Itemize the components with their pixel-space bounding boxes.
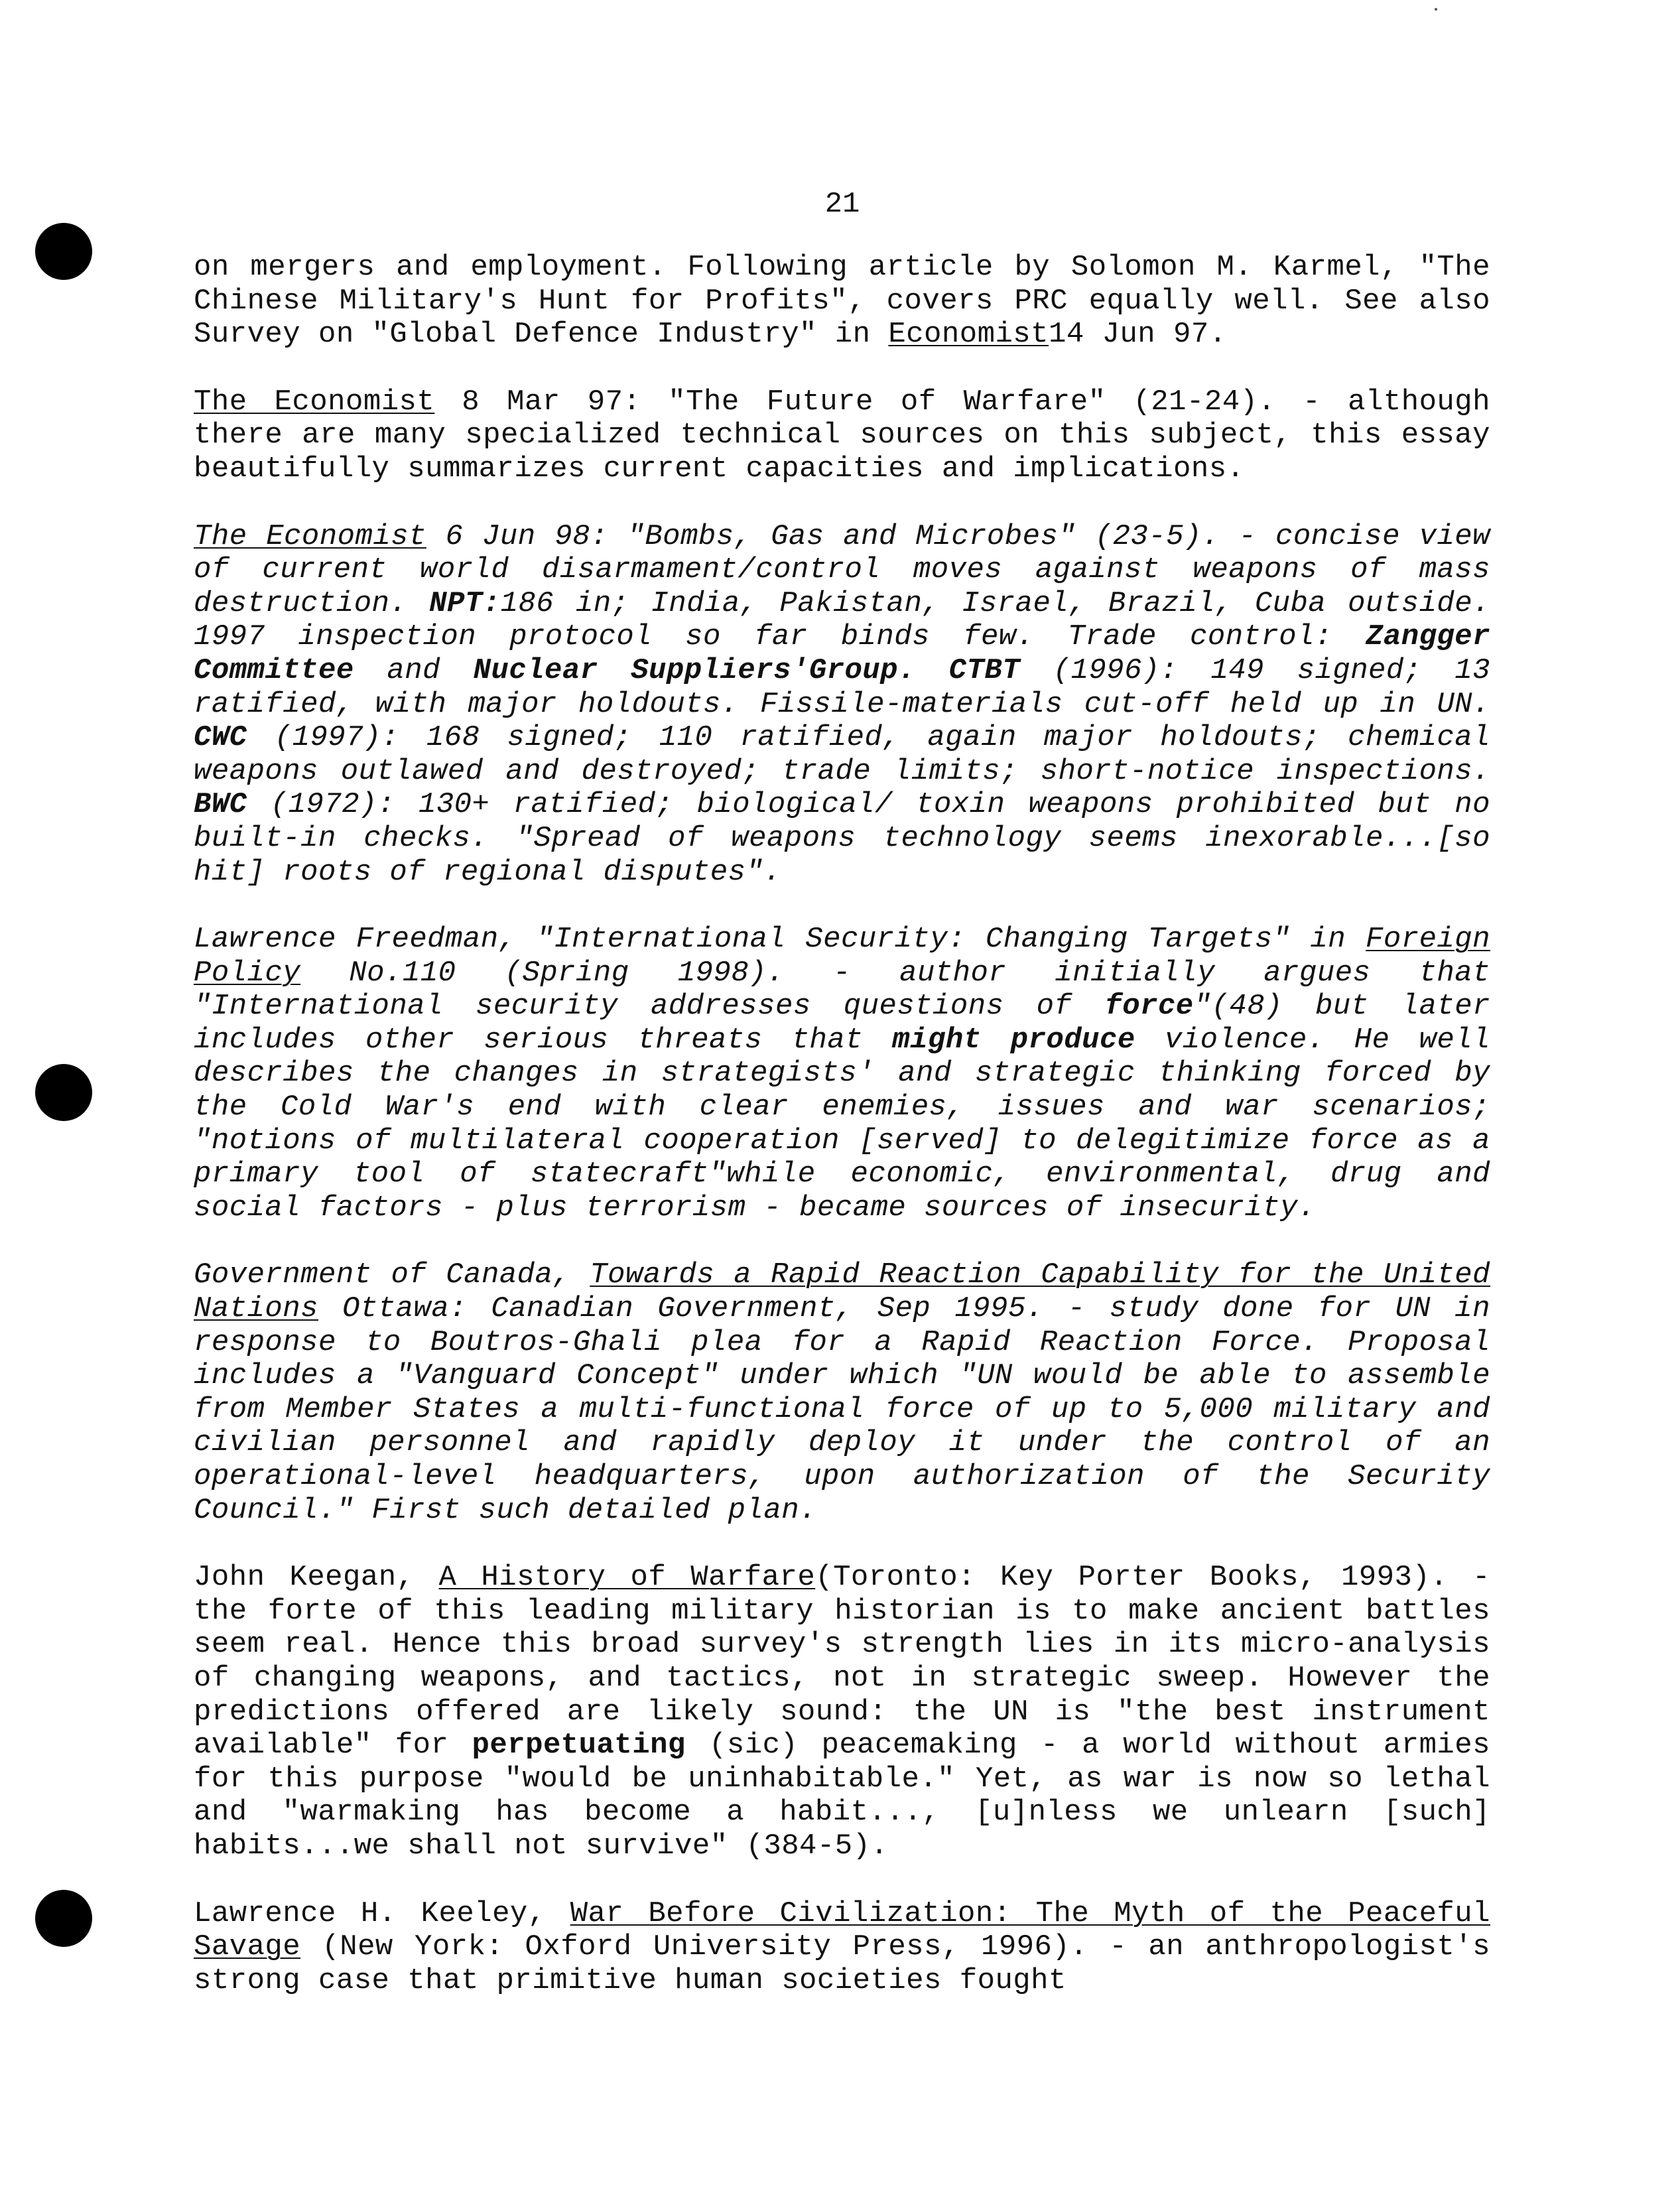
cited-title: Foreign Policy [194, 923, 1490, 990]
entry-text [916, 654, 949, 687]
entry-text: No.110 (Spring 1998). - author initially argues that "International security addresses questions of [194, 956, 1490, 1024]
entry-text: John Keegan, [194, 1561, 439, 1595]
entry-text: "(48) but later includes other serious threats that [194, 990, 1490, 1057]
cited-title: The Economist [194, 385, 435, 419]
entry-text: (1996): 149 signed; 13 ratified, with major holdouts. Fissile-materials cut-off held up in UN. [194, 653, 1490, 721]
emphasized-text: BWC [194, 788, 247, 822]
punch-hole-top [35, 223, 92, 280]
emphasized-text: force [1104, 990, 1194, 1024]
entry-text: (1972): 130+ ratified; biological/ toxin weapons prohibited but no built-in checks. "Spread of weapons technology seems inexorable...[so hit] roots of regional disputes". [194, 788, 1490, 889]
entry-text: violence. He well describes the changes in strategists' and strategic thinking forced by the Cold War's end with clear enemies, issues and war scenarios; "notions of multilateral cooperation [served] to delegitimize force as a primary tool of statecraft"while economic, environmental, drug and social factors - plus terrorism - became sources of insecurity. [194, 1023, 1490, 1225]
bibliography-entry [194, 1897, 1490, 1998]
entry-text: (sic) peacemaking - a world without armies for this purpose "would be uninhabitable." Yet, as war is now so lethal and "warmaking has become a habit..., [u]nless we unlearn [such] habits...we shall not survive" (384-5). [194, 1729, 1490, 1863]
bibliography-entry [194, 1258, 1490, 1527]
scan-speck [1435, 8, 1437, 11]
punch-hole-bottom [35, 1890, 92, 1947]
emphasized-text: perpetuating [472, 1729, 686, 1762]
emphasized-text: CTBT [948, 653, 1021, 687]
bibliography-entry [194, 251, 1490, 352]
entry-text: Lawrence Freedman, "International Security: Changing Targets" in [194, 923, 1366, 957]
entry-text: 14 Jun 97. [1049, 318, 1227, 352]
entry-text: 186 in; India, Pakistan, Israel, Brazil, Cuba outside. 1997 inspection protocol so far binds few. Trade control: [194, 586, 1490, 654]
page-number: 21 [824, 188, 860, 221]
entry-text: Ottawa: Canadian Government, Sep 1995. - study done for UN in response to Boutros-Ghali plea for a Rapid Reaction Force. Proposal includes a "Vanguard Concept" under which "UN would be able to assemble from Member States a multi-functional force of up to 5,000 military and civilian personnel and rapidly deploy it under the control of an operational-level headquarters, upon authorization of the Security Council." First such detailed plan. [194, 1292, 1490, 1527]
cited-title: Economist [888, 318, 1049, 352]
bibliography-body [194, 251, 1490, 2031]
punch-hole-middle [35, 1064, 92, 1121]
entry-text: (New York: Oxford University Press, 1996). - an anthropologist's strong case that primitive human societies fought [194, 1930, 1490, 1997]
entry-text: and [354, 653, 474, 687]
entry-text: Lawrence H. Keeley, [194, 1896, 570, 1930]
bibliography-entry [194, 1561, 1490, 1863]
emphasized-text: CWC [194, 721, 247, 755]
cited-title: War Before Civilization: The Myth of the Peaceful Savage [194, 1896, 1490, 1964]
emphasized-text: NPT: [429, 586, 501, 620]
entry-text: Government of Canada, [194, 1258, 590, 1292]
bibliography-entry [194, 520, 1490, 890]
bibliography-entry [194, 385, 1490, 486]
bibliography-entry [194, 923, 1490, 1225]
entry-text: (Toronto: Key Porter Books, 1993). - the forte of this leading military historian is to make ancient battles seem real. Hence this broad survey's strength lies in its micro-analysis of changing weapons, and tactics, not in strategic sweep. However the predictions offered are likely sound: the UN is "the best instrument available" for [194, 1561, 1490, 1762]
entry-text: (1997): 168 signed; 110 ratified, again major holdouts; chemical weapons outlawed and destroyed; trade limits; short-notice inspections. [194, 721, 1490, 788]
entry-text: 8 Mar 97: "The Future of Warfare" (21-24). - although there are many specialized technical sources on this subject, this essay beautifully summarizes current capacities and implications. [194, 385, 1490, 486]
entry-text: 6 Jun 98: "Bombs, Gas and Microbes" (23-5). - concise view of current world disarmament/control moves against weapons of mass destruction. [194, 519, 1491, 620]
cited-title: A History of Warfare [438, 1561, 816, 1595]
emphasized-text: Zangger Committee [194, 620, 1490, 687]
cited-title: The Economist [194, 519, 426, 553]
emphasized-text: might produce [892, 1023, 1135, 1057]
emphasized-text: Nuclear Suppliers'Group. [473, 653, 916, 687]
cited-title: Towards a Rapid Reaction Capability for the United Nations [194, 1258, 1491, 1326]
entry-text: on mergers and employment. Following article by Solomon M. Karmel, "The Chinese Military's Hunt for Profits", covers PRC equally well. See also Survey on "Global Defence Industry" in [194, 251, 1490, 352]
